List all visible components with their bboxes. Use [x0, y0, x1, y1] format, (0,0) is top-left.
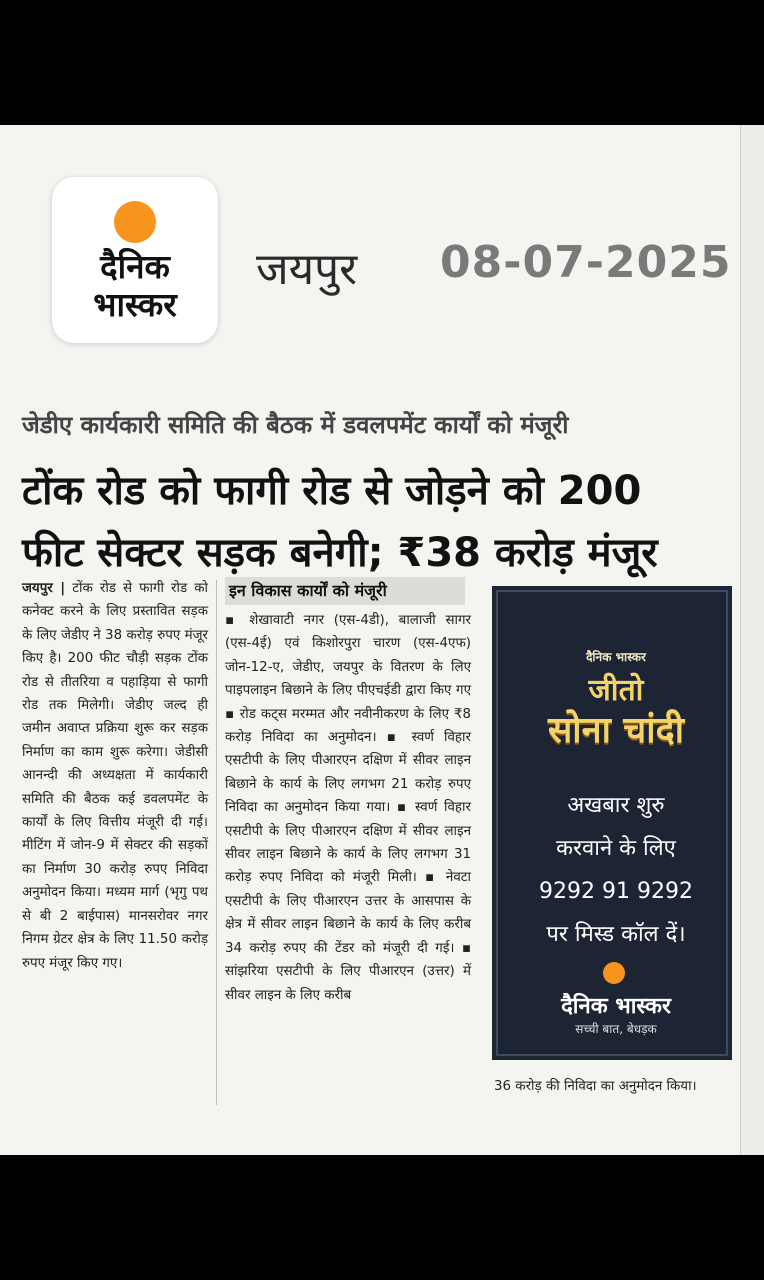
edition-date: 08-07-2025	[440, 237, 732, 288]
logo-text-line1: दैनिक	[100, 247, 170, 286]
ad-brand: दैनिक भास्कर	[561, 994, 671, 1019]
ad-title-line2: सोना चांदी	[547, 710, 685, 751]
advertisement	[492, 586, 732, 1060]
ad-tagline: सच्ची बात, बेधड़क	[575, 1022, 657, 1036]
ad-border	[496, 590, 728, 1056]
headline-line2: फीट सेक्टर सड़क बनेगी; ₹38 करोड़ मंजूर	[22, 530, 658, 576]
article-column-2	[225, 577, 471, 1007]
ad-brand-top: दैनिक भास्कर	[586, 650, 646, 664]
ad-sun-icon	[603, 962, 625, 984]
newspaper-clipping	[0, 125, 764, 1155]
sun-logo-icon	[114, 201, 156, 243]
ad-line3: पर मिस्ड कॉल दें।	[546, 922, 686, 947]
ad-phone: 9292 91 9292	[539, 879, 693, 904]
ad-line2: करवाने के लिए	[556, 836, 676, 861]
column-2-text: ▪ शेखावाटी नगर (एस-4डी), बालाजी सागर (एस-4ई) एवं किशोरपुरा चारण (एस-4एफ) जोन-12-ए, जेडीए, जयपुर के वितरण के लिए पाइपलाइन बिछाने के लिए पीएचईडी द्वारा किए गए ▪ रोड कट्स मरम्मत और नवीनीकरण के लिए ₹8 करोड़ निविदा का अनुमोदन। ▪ स्वर्ण विहार एसटीपी के लिए पीआरएन दक्षिण में सीवर लाइन बिछाने के कार्य के लिए लगभग 21 करोड़ रुपए निविदा का अनुमोदन किया गया। ▪ स्वर्ण विहार एसटीपी के लिए पीआरएन दक्षिण में सीवर लाइन सीवर लाइन बिछाने के कार्य के लिए लगभग 31 करोड़ रुपए निविदा को मंजूरी मिली। ▪ नेवटा एसटीपी के लिए पीआरएन उत्तर के आसपास के क्षेत्र में सीवर लाइन बिछाने के कार्य के लिए करीब 34 करोड़ रुपए की टेंडर को मंजूरी दी गई। ▪ सांझरिया एसटीपी के लिए पीआरएन (उत्तर) में सीवर लाइन के लिए करीब	[225, 613, 471, 1003]
adjacent-column-edge	[740, 125, 764, 1155]
ad-line1: अखबार शुरु	[567, 793, 665, 818]
dateline: जयपुर |	[22, 581, 66, 596]
column-divider	[216, 580, 217, 1105]
ad-title-line1: जीतो	[588, 673, 644, 708]
article-kicker: जेडीए कार्यकारी समिति की बैठक में डवलपमेंट कार्यों को मंजूरी	[22, 411, 569, 439]
ad-body	[498, 784, 734, 956]
logo-text-line2: भास्कर	[93, 285, 177, 324]
article-column-1	[22, 577, 208, 975]
article-column-3: 36 करोड़ की निविदा का अनुमोदन किया।	[494, 1079, 697, 1094]
column-1-text: टोंक रोड से फागी रोड को कनेक्ट करने के लिए प्रस्तावित सड़क के लिए जेडीए ने 38 करोड़ रुपए मंजूर किए है। 200 फीट चौड़ी सड़क टोंक रोड से तीतरिया व पहाड़िया से फागी रोड तक मिलेगी। जेडीए जल्द ही जमीन अवाप्त प्रक्रिया शुरू कर सड़क निर्माण का काम शुरू करेगा। जेडीसी आनन्दी की अध्यक्षता में कार्यकारी समिति की बैठक कई डवलपमेंट के कार्यों के लिए वित्तीय मंजूरी दी गई। मीटिंग में जोन-9 में सेक्टर की सड़कों का निर्माण 30 करोड़ रुपए निविदा अनुमोदन किया। मध्यम मार्ग (भृगु पथ से बी 2 बाईपास) मानसरोवर नगर निगम ग्रेटर क्षेत्र के लिए 11.50 करोड़ रुपए मंजूर किए गए।	[22, 581, 208, 971]
edition-city: जयपुर	[256, 244, 358, 295]
headline-line1: टोंक रोड को फागी रोड से जोड़ने को 200	[22, 468, 642, 514]
subhead: इन विकास कार्यों को मंजूरी	[225, 577, 465, 605]
dainik-bhaskar-logo	[52, 177, 218, 343]
